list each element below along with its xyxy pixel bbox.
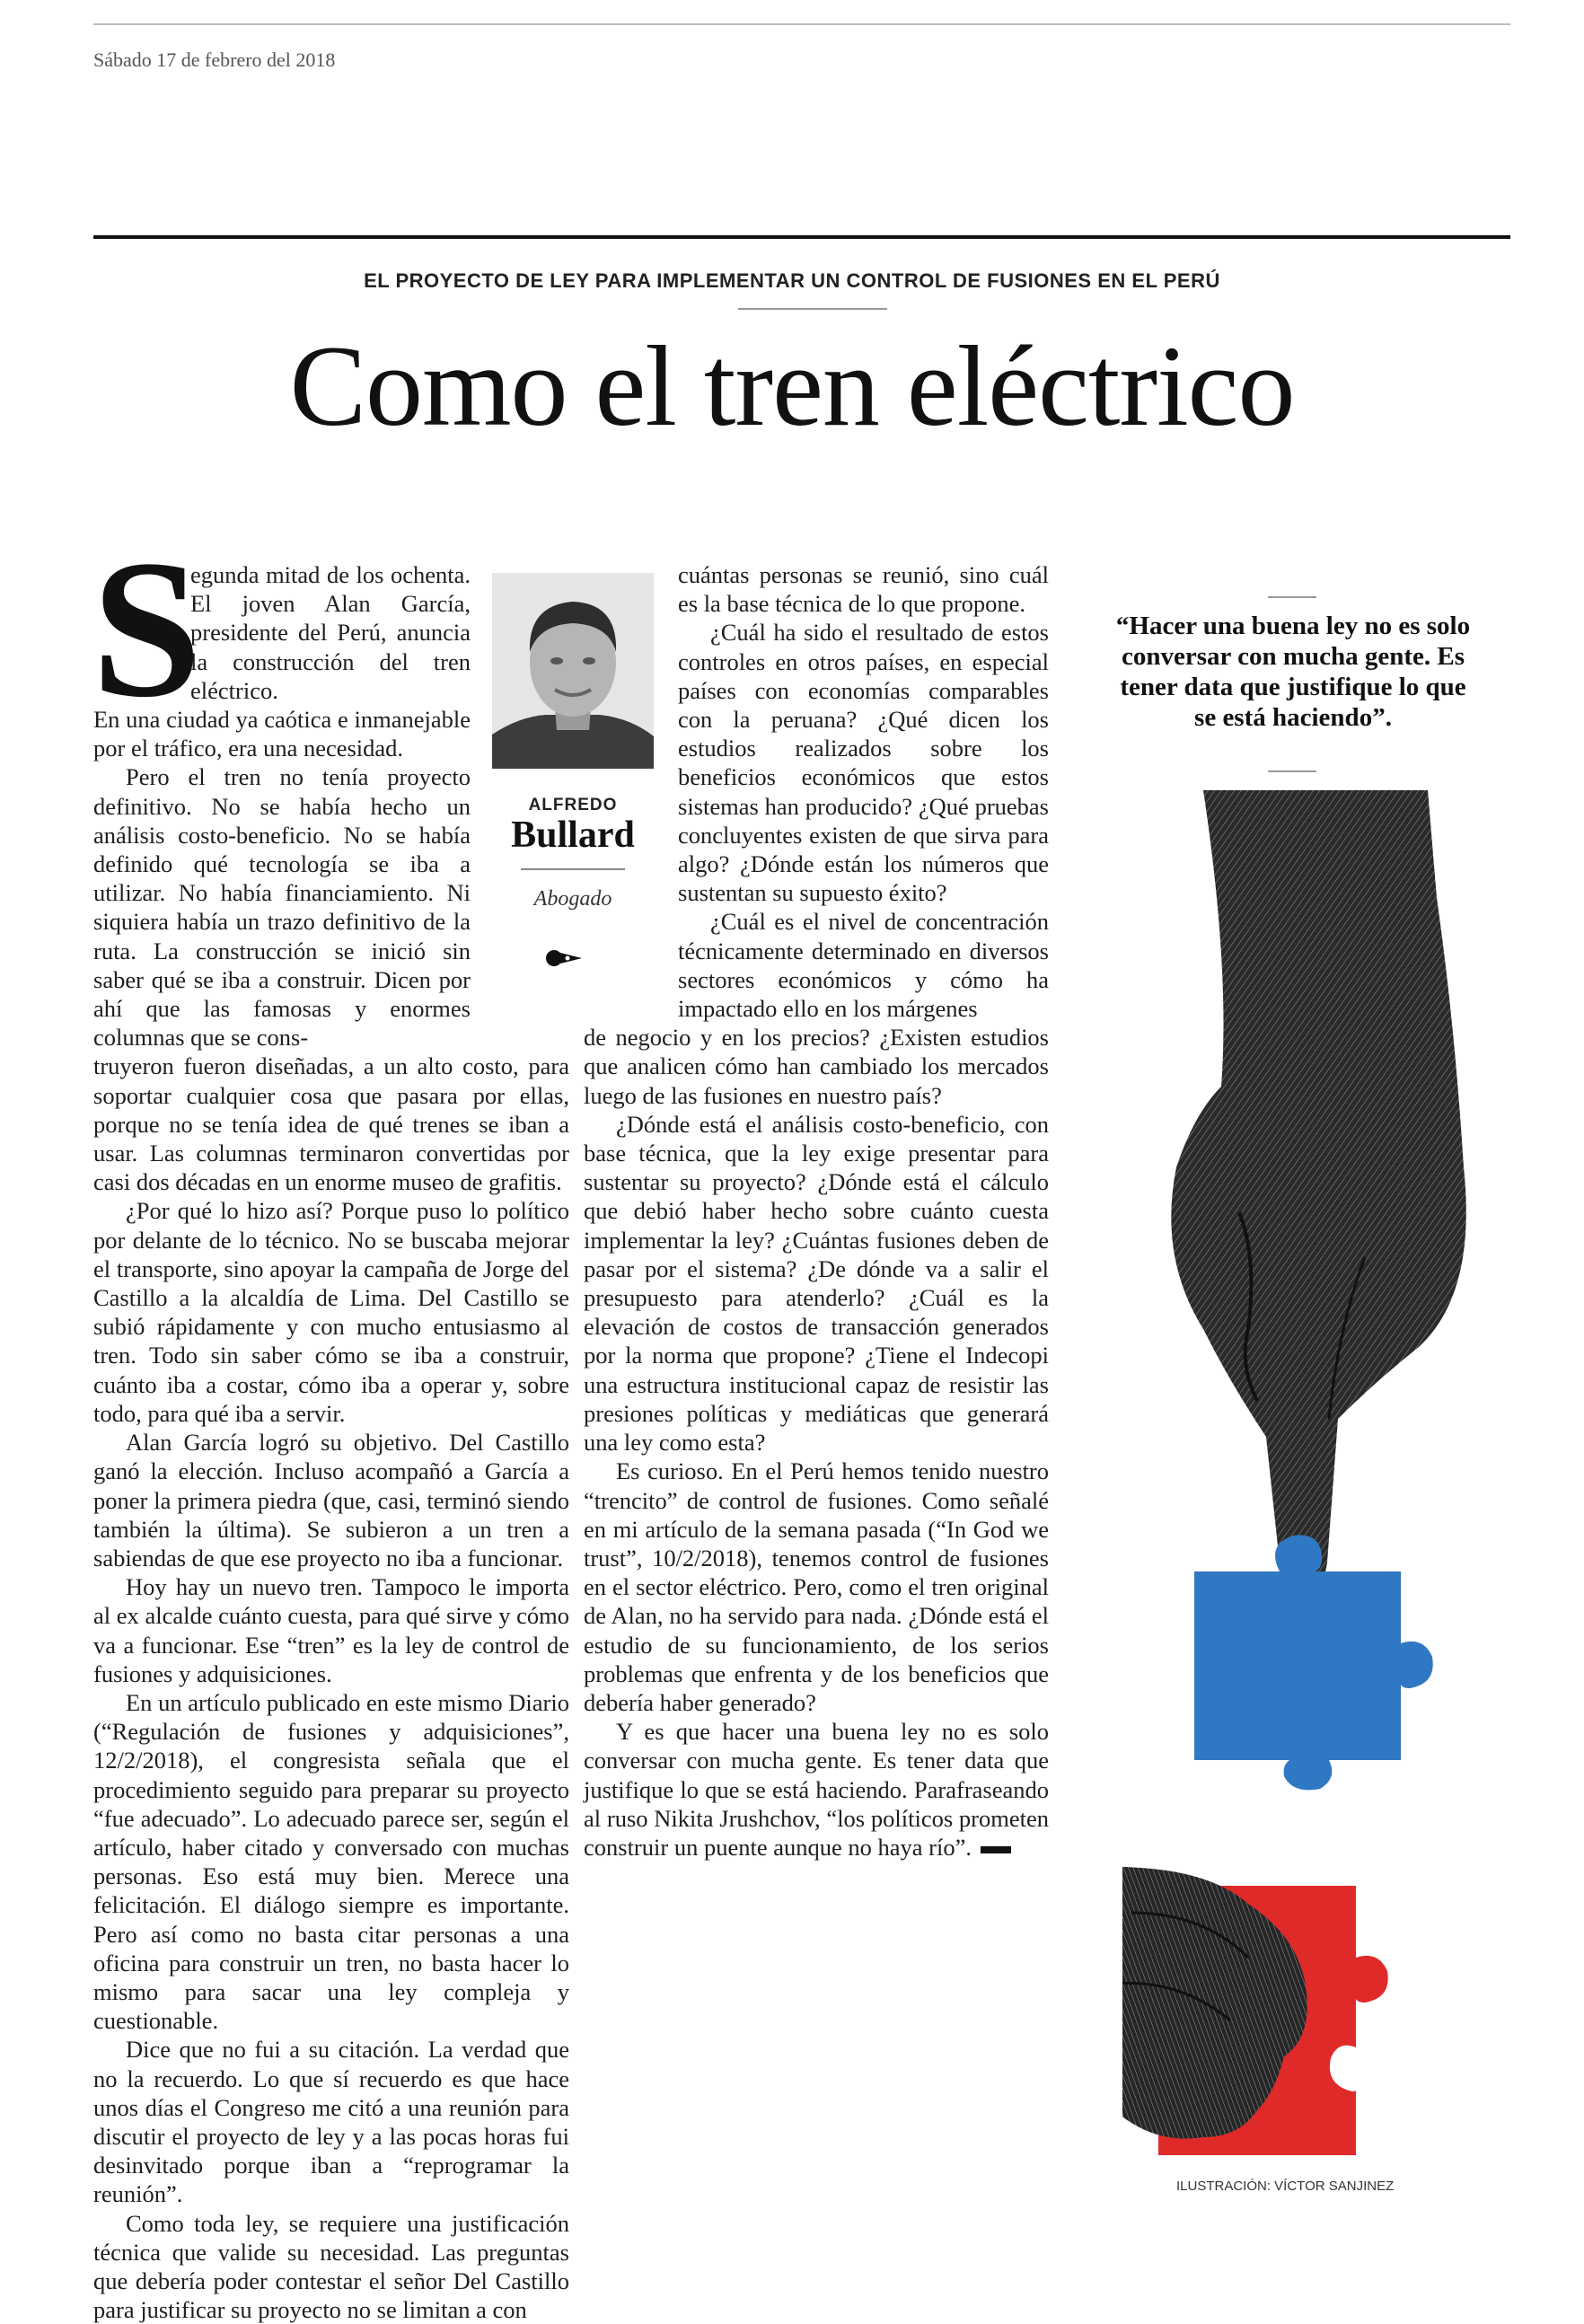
hands-puzzle-illustration <box>1122 790 1518 2164</box>
drop-cap: S <box>92 519 202 738</box>
blue-puzzle-piece <box>1194 1536 1433 1791</box>
paragraph: ¿Cuál es el nivel de concentración técnicamente determinado en diversos sectores económicos y cómo ha impactado ello en los márgenes <box>678 908 1049 1023</box>
paragraph: En una ciudad ya caótica e inmanejable por el tráfico, era una necesidad. <box>93 706 471 762</box>
paragraph: En un artículo publicado en este mismo Diario (“Regulación de fusiones y adquisiciones”, 12/2/2018), el congresista señala que el procedimiento seguido para preparar su proyecto “fue adecuado”. Lo adecuado parece ser, según el artículo, haber citado y conversado con muchas personas. Eso está muy bien. Merece una felicitación. El diálogo siempre es importante. Pero así como no basta citar personas a una oficina para construir un tren, no basta hacer lo mismo para sacar una ley compleja y cuestionable. <box>93 1688 569 2035</box>
paragraph: cuántas personas se reunió, sino cuál es la base técnica de lo que propone. <box>678 561 1049 618</box>
article-column-2 <box>584 560 1049 1862</box>
end-of-article-mark <box>981 1846 1011 1853</box>
illustration-credit: ILUSTRACIÓN: VÍCTOR SANJINEZ <box>1176 2179 1395 2194</box>
paragraph: Hoy hay un nuevo tren. Tampoco le importa al ex alcalde cuánto cuesta, para qué sirve y cómo va a funcionar. Ese “tren” es la ley de control de fusiones y adquisiciones. <box>93 1573 569 1687</box>
fountain-pen-icon <box>542 946 587 974</box>
author-first-name: ALFREDO <box>528 796 618 814</box>
author-last-name: Bullard <box>511 814 635 856</box>
paragraph: Alan García logró su objetivo. Del Castillo ganó la elección. Incluso acompañó a García a poner la primera piedra (que, casi, terminó siendo también la última). Se subieron a un tren a sabiendas de que ese proyecto no iba a funcionar. <box>93 1429 569 1571</box>
paragraph: truyeron fueron diseñadas, a un alto costo, para soportar cualquier cosa que pasara por ellas, porque no se tenía idea de qué trenes se iban a usar. Las columnas terminaron convertidas por casi dos décadas en un enorme museo de grafitis. <box>93 1052 569 1196</box>
pullquote: “Hacer una buena ley no es solo conversar con mucha gente. Es tener data que justifique lo que se está haciendo”. <box>1115 612 1471 732</box>
paragraph: Pero el tren no tenía proyecto definitivo. No se había hecho un análisis costo-beneficio. No se había definido qué tecnología se iba a utilizar. No había financiamiento. Ni siquiera había un trazo definitivo de la ruta. La construcción se inició sin saber qué se iba a construir. Dicen por ahí que las famosas y enormes columnas que se cons- <box>93 763 471 1052</box>
header-rule <box>93 235 1510 239</box>
paragraph: de negocio y en los precios? ¿Existen estudios que analicen cómo han cambiado los mercados luego de las fusiones en nuestro país? <box>584 1024 1049 1109</box>
article-headline: Como el tren eléctrico <box>289 322 1295 450</box>
paragraph: Dice que no fui a su citación. La verdad que no la recuerdo. Lo que sí recuerdo es que hace unos días el Congreso me citó a una reunión para discutir el proyecto de ley y a las pocas horas fui desinvitado porque iban a “reprogramar la reunión”. <box>93 2036 569 2208</box>
closing-paragraph-text: Y es que hacer una buena ley no es solo conversar con mucha gente. Es tener data que justifique lo que se está haciendo. Parafraseando al ruso Nikita Jrushchov, “los políticos prometen construir un puente aunque no haya río”. <box>584 1718 1049 1861</box>
publication-date: Sábado 17 de febrero del 2018 <box>93 48 336 71</box>
paragraph: Es curioso. En el Perú hemos tenido nuestro “trencito” de control de fusiones. Como señalé en mi artículo de la semana pasada (“In God we trust”, 10/2/2018), tenemos control de fusiones en el sector eléctrico. Pero, como el tren original de Alan, no ha servido para nada. ¿Dónde está el estudio de su funcionamiento, de los serios problemas que enfrenta y de los beneficios que debería haber generado? <box>584 1457 1049 1716</box>
paragraph: Como toda ley, se requiere una justificación técnica que valide su necesidad. Las preguntas que debería poder contestar el señor Del Castillo para justificar su proyecto no se limitan a con <box>93 2209 569 2324</box>
paragraph: ¿Cuál ha sido el resultado de estos controles en otros países, en especial países con economías comparables con la peruana? ¿Qué dicen los estudios realizados sobre los beneficios económicos que estos sistemas han producido? ¿Qué pruebas concluyentes existen de que sirva para algo? ¿Dónde están los números que sustentan su supuesto éxito? <box>678 619 1049 907</box>
paragraph: egunda mitad de los ochenta. El joven Alan García, presidente del Perú, anuncia la construcción del tren eléctrico. <box>190 561 471 704</box>
pullquote-rule-top <box>1268 596 1316 598</box>
paragraph <box>584 1717 1049 1862</box>
kicker-rule <box>738 308 887 310</box>
top-rule <box>93 23 1510 25</box>
author-role: Abogado <box>533 887 612 911</box>
pullquote-rule-bottom <box>1268 770 1316 772</box>
paragraph: ¿Por qué lo hizo así? Porque puso lo político por delante de lo técnico. No se buscaba mejorar el transporte, sino apoyar la campaña de Jorge del Castillo a la alcaldía de Lima. Del Castillo se subió rápidamente y con mucho entusiasmo al tren. Todo sin saber cómo se iba a construir, cuánto iba a costar, cómo iba a operar y, sobre todo, para qué iba a servir. <box>93 1197 569 1427</box>
paragraph: ¿Dónde está el análisis costo-beneficio, con base técnica, que la ley exige presentar para sustentar su proyecto? ¿Dónde está el cálculo que debió haber hecho sobre cuánto cuesta implementar la ley? ¿Cuántas fusiones deben de pasar por el sistema? ¿De dónde va a salir el presupuesto para atenderlo? ¿Cuál es la elevación de costos de transacción generados por la norma que propone? ¿Tiene el Indecopi una estructura institucional capaz de resistir las presiones políticas y mediáticas que generará una ley como esta? <box>584 1110 1049 1457</box>
article-kicker: EL PROYECTO DE LEY PARA IMPLEMENTAR UN CONTROL DE FUSIONES EN EL PERÚ <box>364 269 1220 292</box>
upper-hand <box>1171 790 1466 1603</box>
